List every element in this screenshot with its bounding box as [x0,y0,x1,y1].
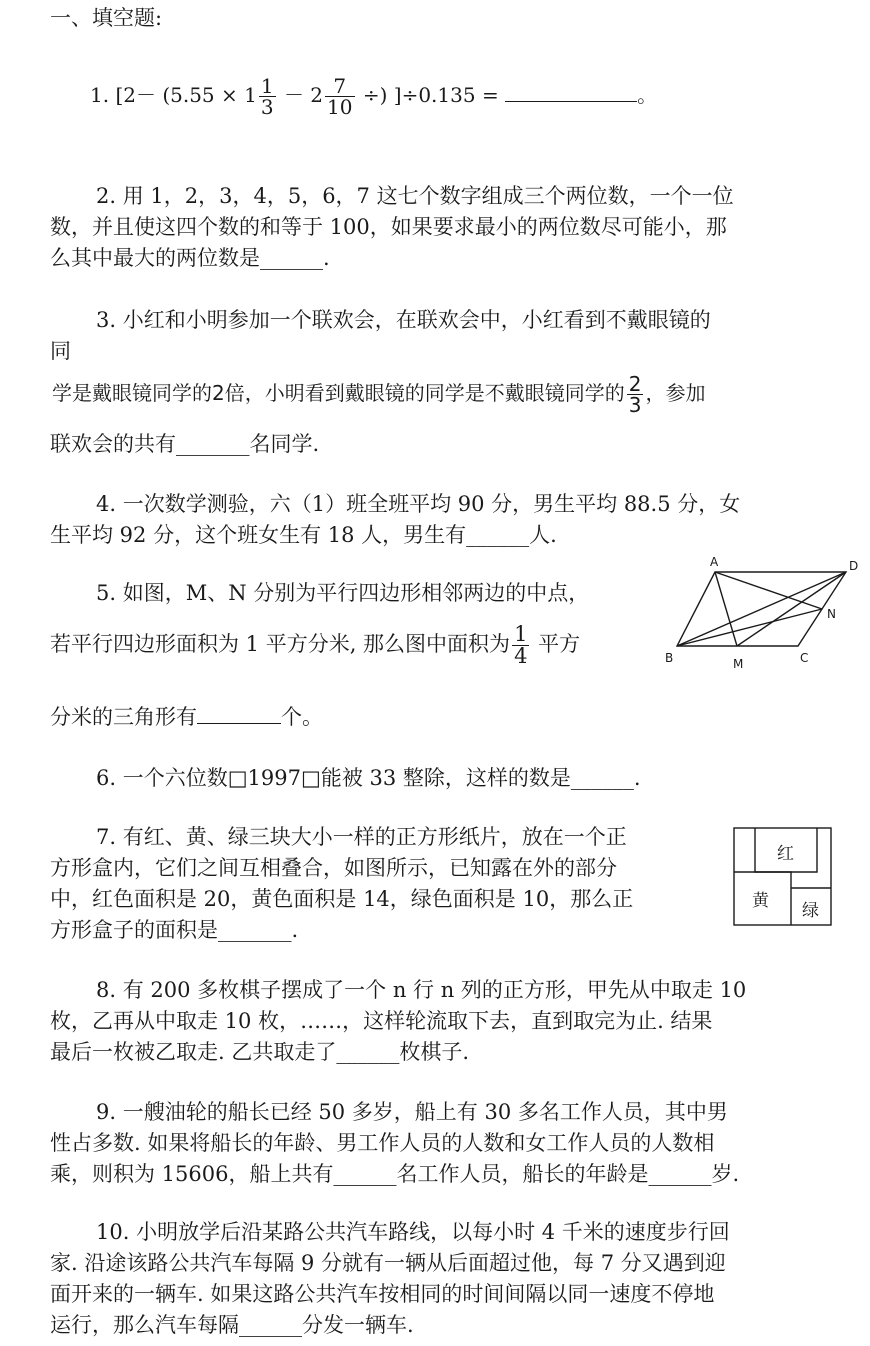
q5-line-3 [50,701,323,731]
q1-fraction-2 [325,76,354,117]
q7-line-3: 中，红色面积是 20，黄色面积是 14，绿色面积是 10，那么正 [50,887,634,911]
q4-line-1: 4. 一次数学测验，六（1）班全班平均 90 分，男生平均 88.5 分，女 [96,492,741,516]
q3-line-4: 联欢会的共有_______名同学. [50,432,320,456]
q1-fraction-1-denominator: 3 [260,95,274,119]
q7-line-2: 方形盒内，它们之间互相叠合，如图所示，已知露在外的部分 [50,856,617,880]
squares-figure [732,826,834,928]
q3-line-1: 3. 小红和小明参加一个联欢会，在联欢会中，小红看到不戴眼镜的 [96,308,711,332]
parallelogram-figure [660,550,865,675]
q2-line-2: 数，并且使这四个数的和等于 100，如果要求最小的两位数尽可能小，那 [50,215,727,239]
label-b: B [665,651,674,665]
q1-answer-blank [505,101,637,102]
q5-answer-blank [197,723,281,724]
q5-line-3-end: 个。 [281,705,323,729]
q8-line-1: 8. 有 200 多枚棋子摆成了一个 n 行 n 列的正方形，甲先从中取走 10 [96,978,747,1002]
q1-fraction-2-denominator: 10 [327,95,353,119]
q9-line-2: 性占多数. 如果将船长的年龄、男工作人员的人数和女工作人员的人数相 [50,1131,715,1155]
q7-line-4: 方形盒子的面积是_______. [50,918,299,942]
q5-fraction [512,624,529,667]
label-n: N [827,607,836,621]
q4-line-2: 生平均 92 分，这个班女生有 18 人，男生有______人. [50,523,557,547]
q1-prefix: 1. [2－ (5.55 × 1 [90,83,257,107]
q3-line-2: 同 [50,339,71,363]
q1-fraction-1 [259,76,276,117]
question-1 [90,76,657,117]
q1-suffix: ÷) ]÷0.135 = [356,83,499,107]
q8-line-3: 最后一枚被乙取走. 乙共取走了______枚棋子. [50,1040,470,1064]
label-c: C [800,651,809,665]
q3-fraction-denominator: 3 [628,393,642,417]
label-red: 红 [777,844,794,864]
q2-line-1: 2. 用 1，2，3，4，5，6，7 这七个数字组成三个两位数，一个一位 [96,184,734,208]
q9-line-3: 乘，则积为 15606，船上共有______名工作人员，船长的年龄是______岁. [50,1162,740,1186]
q3-line-3-end: ，参加 [645,381,706,405]
q8-line-2: 枚，乙再从中取走 10 枚，……，这样轮流取下去，直到取完为止. 结果 [50,1009,713,1033]
q5-fraction-numerator: 1 [514,622,528,646]
q10-line-2: 家. 沿途该路公共汽车每隔 9 分就有一辆从后面超过他，每 7 分又遇到迎 [50,1251,726,1275]
q2-line-3: 么其中最大的两位数是______. [50,246,330,270]
q3-fraction-numerator: 2 [628,372,642,396]
label-yellow: 黄 [752,891,769,911]
q5-line-2-end: 平方 [531,632,581,656]
q3-line-3 [52,374,705,415]
label-green: 绿 [802,901,819,921]
q7-line-1: 7. 有红、黄、绿三块大小一样的正方形纸片，放在一个正 [96,825,627,849]
q9-line-1: 9. 一艘油轮的船长已经 50 多岁，船上有 30 多名工作人员，其中男 [96,1100,728,1124]
q5-line-3-text: 分米的三角形有 [50,705,197,729]
label-m: M [733,657,744,671]
q1-end: 。 [637,83,658,107]
label-d: D [849,559,859,573]
q1-fraction-2-numerator: 7 [325,76,354,97]
q10-line-1: 10. 小明放学后沿某路公共汽车路线，以每小时 4 千米的速度步行回 [96,1220,730,1244]
q1-fraction-1-numerator: 1 [260,74,274,98]
q5-line-1: 5. 如图，M、N 分别为平行四边形相邻两边的中点， [96,581,590,605]
section-heading: 一、填空题: [50,6,163,30]
q1-mid: － 2 [277,83,324,107]
q6-line-1: 6. 一个六位数□1997□能被 33 整除，这样的数是______. [96,766,641,790]
q3-fraction [627,374,644,415]
segment-a-n [715,572,822,609]
q10-line-4: 运行，那么汽车每隔______分发一辆车. [50,1313,414,1337]
q10-line-3: 面开来的一辆车. 如果这路公共汽车按相同的时间间隔以同一速度不停地 [50,1282,715,1306]
q3-line-3-text: 学是戴眼镜同学的2倍，小明看到戴眼镜的同学是不戴眼镜同学的 [52,381,625,405]
q5-fraction-denominator: 4 [514,644,528,668]
q5-line-2 [50,624,580,667]
q5-line-2-text: 若平行四边形面积为 1 平方分米, 那么图中面积为 [50,632,511,656]
label-a: A [710,555,719,569]
